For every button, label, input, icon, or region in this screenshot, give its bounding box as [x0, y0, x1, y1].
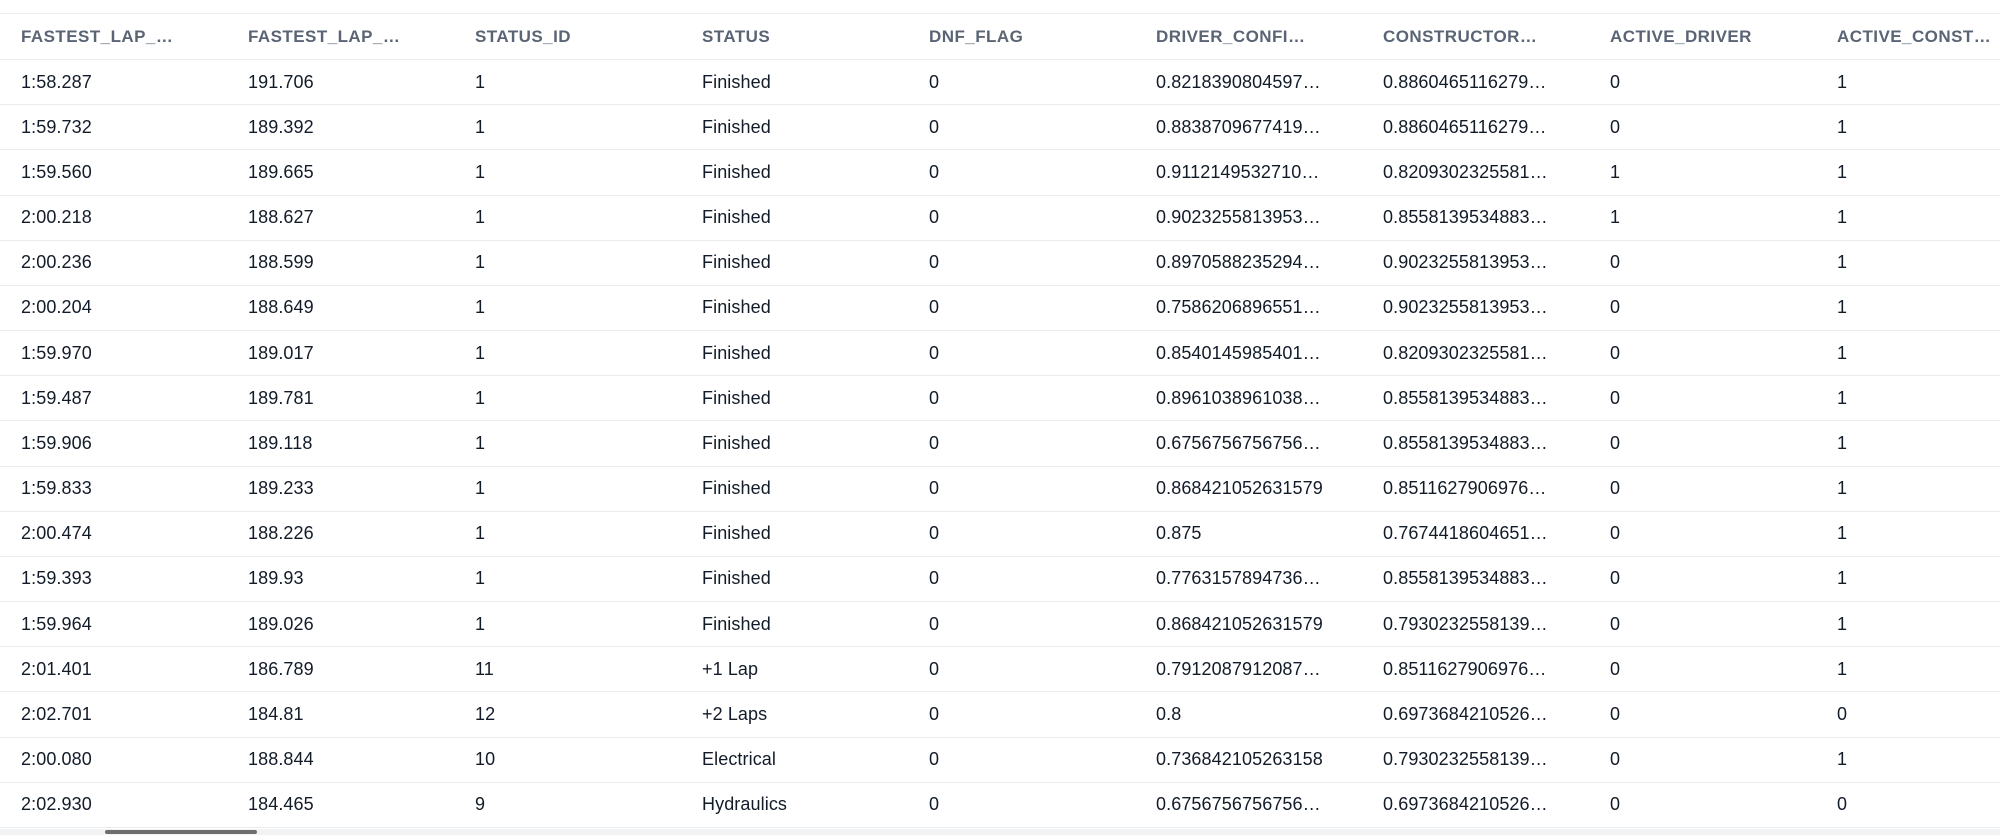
table-cell: 1 — [475, 613, 486, 634]
table-row — [0, 421, 2000, 466]
table-cell: 1 — [1837, 523, 1848, 544]
table-cell: 0 — [929, 794, 940, 815]
table-cell: 0 — [1610, 432, 1621, 453]
table-cell: Finished — [702, 161, 771, 182]
table-cell: 0.8860465116279… — [1383, 116, 1547, 137]
table-cell: 0.8838709677419… — [1156, 116, 1321, 137]
table-cell: 0 — [1610, 703, 1621, 724]
table-cell: 0.8511627906976… — [1383, 478, 1547, 499]
table-row — [0, 105, 2000, 150]
table-cell: 0 — [929, 71, 940, 92]
table-cell: 0 — [1610, 794, 1621, 815]
table-row — [0, 150, 2000, 195]
table-cell: Finished — [702, 252, 771, 273]
column-header: DNF_FLAG — [929, 26, 1024, 46]
table-cell: 1 — [1837, 568, 1848, 589]
table-cell: 1:59.560 — [21, 161, 92, 182]
table-cell: Finished — [702, 297, 771, 318]
table-cell: 0.8209302325581… — [1383, 161, 1548, 182]
table-cell: 0.8511627906976… — [1383, 658, 1547, 679]
table-cell: 2:00.080 — [21, 749, 92, 770]
table-cell: 0 — [929, 478, 940, 499]
table-cell: 0 — [1837, 703, 1848, 724]
table-cell: Finished — [702, 478, 771, 499]
table-cell: 1 — [1837, 658, 1848, 679]
table-cell: 0.875 — [1156, 523, 1202, 544]
table-cell: 0 — [929, 523, 940, 544]
table-cell: 1 — [1610, 207, 1621, 228]
table-cell: 0.868421052631579 — [1156, 478, 1323, 499]
table-cell: 1 — [1837, 432, 1848, 453]
table-cell: 2:00.236 — [21, 252, 92, 273]
column-header: ACTIVE_DRIVER — [1610, 26, 1752, 46]
table-cell: 0 — [1610, 387, 1621, 408]
column-header: CONSTRUCTOR… — [1383, 26, 1538, 46]
table-cell: 1 — [475, 71, 486, 92]
table-cell: 1:59.393 — [21, 568, 92, 589]
table-cell: 188.599 — [248, 252, 314, 273]
table-cell: 1 — [1837, 749, 1848, 770]
table-cell: 188.226 — [248, 523, 314, 544]
table-cell: 1:59.833 — [21, 478, 92, 499]
horizontal-scrollbar[interactable] — [0, 829, 2000, 835]
table-cell: 189.93 — [248, 568, 304, 589]
table-cell: 0.8558139534883… — [1383, 568, 1548, 589]
table-cell: 2:02.930 — [21, 794, 92, 815]
column-header: DRIVER_CONFI… — [1156, 26, 1306, 46]
table-row — [0, 60, 2000, 105]
table-cell: 0.6973684210526… — [1383, 703, 1548, 724]
table-cell: 1 — [1837, 207, 1848, 228]
table-cell: 0.868421052631579 — [1156, 613, 1323, 634]
table-row — [0, 692, 2000, 737]
table-cell: 10 — [475, 749, 496, 770]
table-cell: 1 — [1837, 613, 1848, 634]
table-cell: 2:00.474 — [21, 523, 92, 544]
table-cell: 0 — [1610, 116, 1621, 137]
table-cell: 1 — [1610, 161, 1621, 182]
table-cell: 0.7930232558139… — [1383, 749, 1548, 770]
table-cell: 0 — [929, 342, 940, 363]
table-cell: Finished — [702, 613, 771, 634]
table-row — [0, 467, 2000, 512]
table-row — [0, 376, 2000, 421]
table-cell: 189.017 — [248, 342, 314, 363]
table-cell: Finished — [702, 432, 771, 453]
table-cell: 0 — [1610, 252, 1621, 273]
table-cell: 11 — [475, 658, 494, 679]
column-header: STATUS — [702, 26, 771, 46]
table-cell: 0 — [1610, 613, 1621, 634]
table-row — [0, 512, 2000, 557]
table-cell: 189.233 — [248, 478, 314, 499]
table-cell: 1:59.970 — [21, 342, 92, 363]
table-cell: 0.8970588235294… — [1156, 252, 1321, 273]
table-cell: 1 — [1837, 297, 1848, 318]
scrollbar-thumb[interactable] — [105, 830, 257, 834]
table-cell: 0.6973684210526… — [1383, 794, 1548, 815]
table-cell: 0 — [929, 297, 940, 318]
table-cell: +2 Laps — [702, 703, 768, 724]
table-cell: Finished — [702, 207, 771, 228]
table-cell: 0 — [929, 252, 940, 273]
table-cell: 189.781 — [248, 387, 314, 408]
table-cell: 1 — [1837, 161, 1848, 182]
table-cell: 0 — [1610, 342, 1621, 363]
results-table — [0, 13, 2000, 828]
table-cell: 1 — [475, 161, 486, 182]
table-cell: 0.8558139534883… — [1383, 387, 1548, 408]
table-cell: 186.789 — [248, 658, 314, 679]
table-cell: 0.7763157894736… — [1156, 568, 1321, 589]
table-cell: 1 — [1837, 116, 1848, 137]
column-header: FASTEST_LAP_… — [21, 26, 174, 46]
table-cell: 0.8218390804597… — [1156, 71, 1321, 92]
table-cell: 0 — [929, 703, 940, 724]
table-row — [0, 286, 2000, 331]
table-cell: 1 — [1837, 252, 1848, 273]
table-cell: 12 — [475, 703, 496, 724]
table-cell: 1:59.487 — [21, 387, 92, 408]
table-cell: 0 — [929, 207, 940, 228]
table-cell: 1 — [475, 432, 486, 453]
table-cell: 2:01.401 — [21, 658, 92, 679]
table-cell: 0 — [1610, 523, 1621, 544]
table-cell: 0.7912087912087… — [1156, 658, 1321, 679]
table-cell: Hydraulics — [702, 794, 788, 815]
table-row — [0, 647, 2000, 692]
table-cell: 1 — [475, 207, 486, 228]
table-cell: Finished — [702, 387, 771, 408]
table-cell: 1 — [475, 252, 486, 273]
table-cell: 0 — [929, 613, 940, 634]
table-cell: 1 — [1837, 342, 1848, 363]
table-row — [0, 738, 2000, 783]
table-cell: 1 — [475, 478, 486, 499]
table-cell: 1 — [475, 523, 486, 544]
table-cell: 0.9023255813953… — [1156, 207, 1321, 228]
table-cell: 0 — [1837, 794, 1848, 815]
table-cell: 2:00.218 — [21, 207, 92, 228]
table-cell: 2:02.701 — [21, 703, 92, 724]
table-cell: 0 — [1610, 749, 1621, 770]
table-cell: 0.9112149532710… — [1156, 161, 1320, 182]
table-cell: 0.6756756756756… — [1156, 432, 1321, 453]
table-cell: 0 — [1610, 658, 1621, 679]
table-cell: 0 — [929, 387, 940, 408]
table-cell: 1:59.906 — [21, 432, 92, 453]
table-cell: 188.844 — [248, 749, 314, 770]
table-cell: 0 — [1610, 478, 1621, 499]
table-row — [0, 783, 2000, 828]
table-cell: Finished — [702, 116, 771, 137]
table-cell: Electrical — [702, 749, 777, 770]
table-cell: 0 — [929, 658, 940, 679]
table-cell: 191.706 — [248, 71, 314, 92]
table-cell: 0.8 — [1156, 703, 1182, 724]
table-row — [0, 241, 2000, 286]
table-cell: 0.8558139534883… — [1383, 432, 1548, 453]
table-cell: 0.7930232558139… — [1383, 613, 1548, 634]
table-cell: Finished — [702, 568, 771, 589]
column-header: ACTIVE_CONST… — [1837, 26, 1992, 46]
table-cell: 0 — [929, 116, 940, 137]
table-cell: 0.8860465116279… — [1383, 71, 1547, 92]
table-row — [0, 331, 2000, 376]
table-cell: 0.736842105263158 — [1156, 749, 1323, 770]
table-cell: 1:59.732 — [21, 116, 92, 137]
table-cell: 1 — [475, 116, 486, 137]
table-cell: 0.8540145985401… — [1156, 342, 1321, 363]
table-cell: 1 — [1837, 478, 1848, 499]
table-cell: 188.627 — [248, 207, 314, 228]
table-cell: 1 — [1837, 71, 1848, 92]
table-cell: 1 — [475, 342, 486, 363]
table-cell: 184.465 — [248, 794, 314, 815]
table-header-row — [0, 13, 2000, 60]
column-header: STATUS_ID — [475, 26, 571, 46]
table-cell: 1 — [475, 568, 486, 589]
table-row — [0, 557, 2000, 602]
table-cell: +1 Lap — [702, 658, 759, 679]
table-cell: 9 — [475, 794, 486, 815]
table-cell: 0.7586206896551… — [1156, 297, 1321, 318]
table-cell: 0 — [929, 432, 940, 453]
table-cell: 0.9023255813953… — [1383, 297, 1548, 318]
table-cell: Finished — [702, 71, 771, 92]
table-cell: 0.6756756756756… — [1156, 794, 1321, 815]
table-row — [0, 196, 2000, 241]
table-cell: 1 — [1837, 387, 1848, 408]
table-cell: 1 — [475, 387, 486, 408]
table-cell: 0.8961038961038… — [1156, 387, 1321, 408]
table-cell: 2:00.204 — [21, 297, 92, 318]
table-cell: 0 — [1610, 71, 1621, 92]
table-cell: 0 — [1610, 568, 1621, 589]
table-cell: 0 — [929, 749, 940, 770]
table-cell: 0 — [929, 161, 940, 182]
table-cell: 1:58.287 — [21, 71, 92, 92]
table-cell: Finished — [702, 342, 771, 363]
table-cell: 189.665 — [248, 161, 314, 182]
table-cell: 0.8209302325581… — [1383, 342, 1548, 363]
table-cell: 0 — [1610, 297, 1621, 318]
table-cell: 0.7674418604651… — [1383, 523, 1548, 544]
table-cell: 1 — [475, 297, 486, 318]
table-body — [0, 60, 2000, 828]
table-cell: 189.392 — [248, 116, 314, 137]
table-cell: 184.81 — [248, 703, 304, 724]
table-cell: 0.9023255813953… — [1383, 252, 1548, 273]
column-header: FASTEST_LAP_… — [248, 26, 401, 46]
table-cell: 0 — [929, 568, 940, 589]
table-cell: 1:59.964 — [21, 613, 92, 634]
table-cell: 0.8558139534883… — [1383, 207, 1548, 228]
table-cell: 189.026 — [248, 613, 314, 634]
table-cell: Finished — [702, 523, 771, 544]
table-cell: 188.649 — [248, 297, 314, 318]
table-row — [0, 602, 2000, 647]
table-cell: 189.118 — [248, 432, 313, 453]
